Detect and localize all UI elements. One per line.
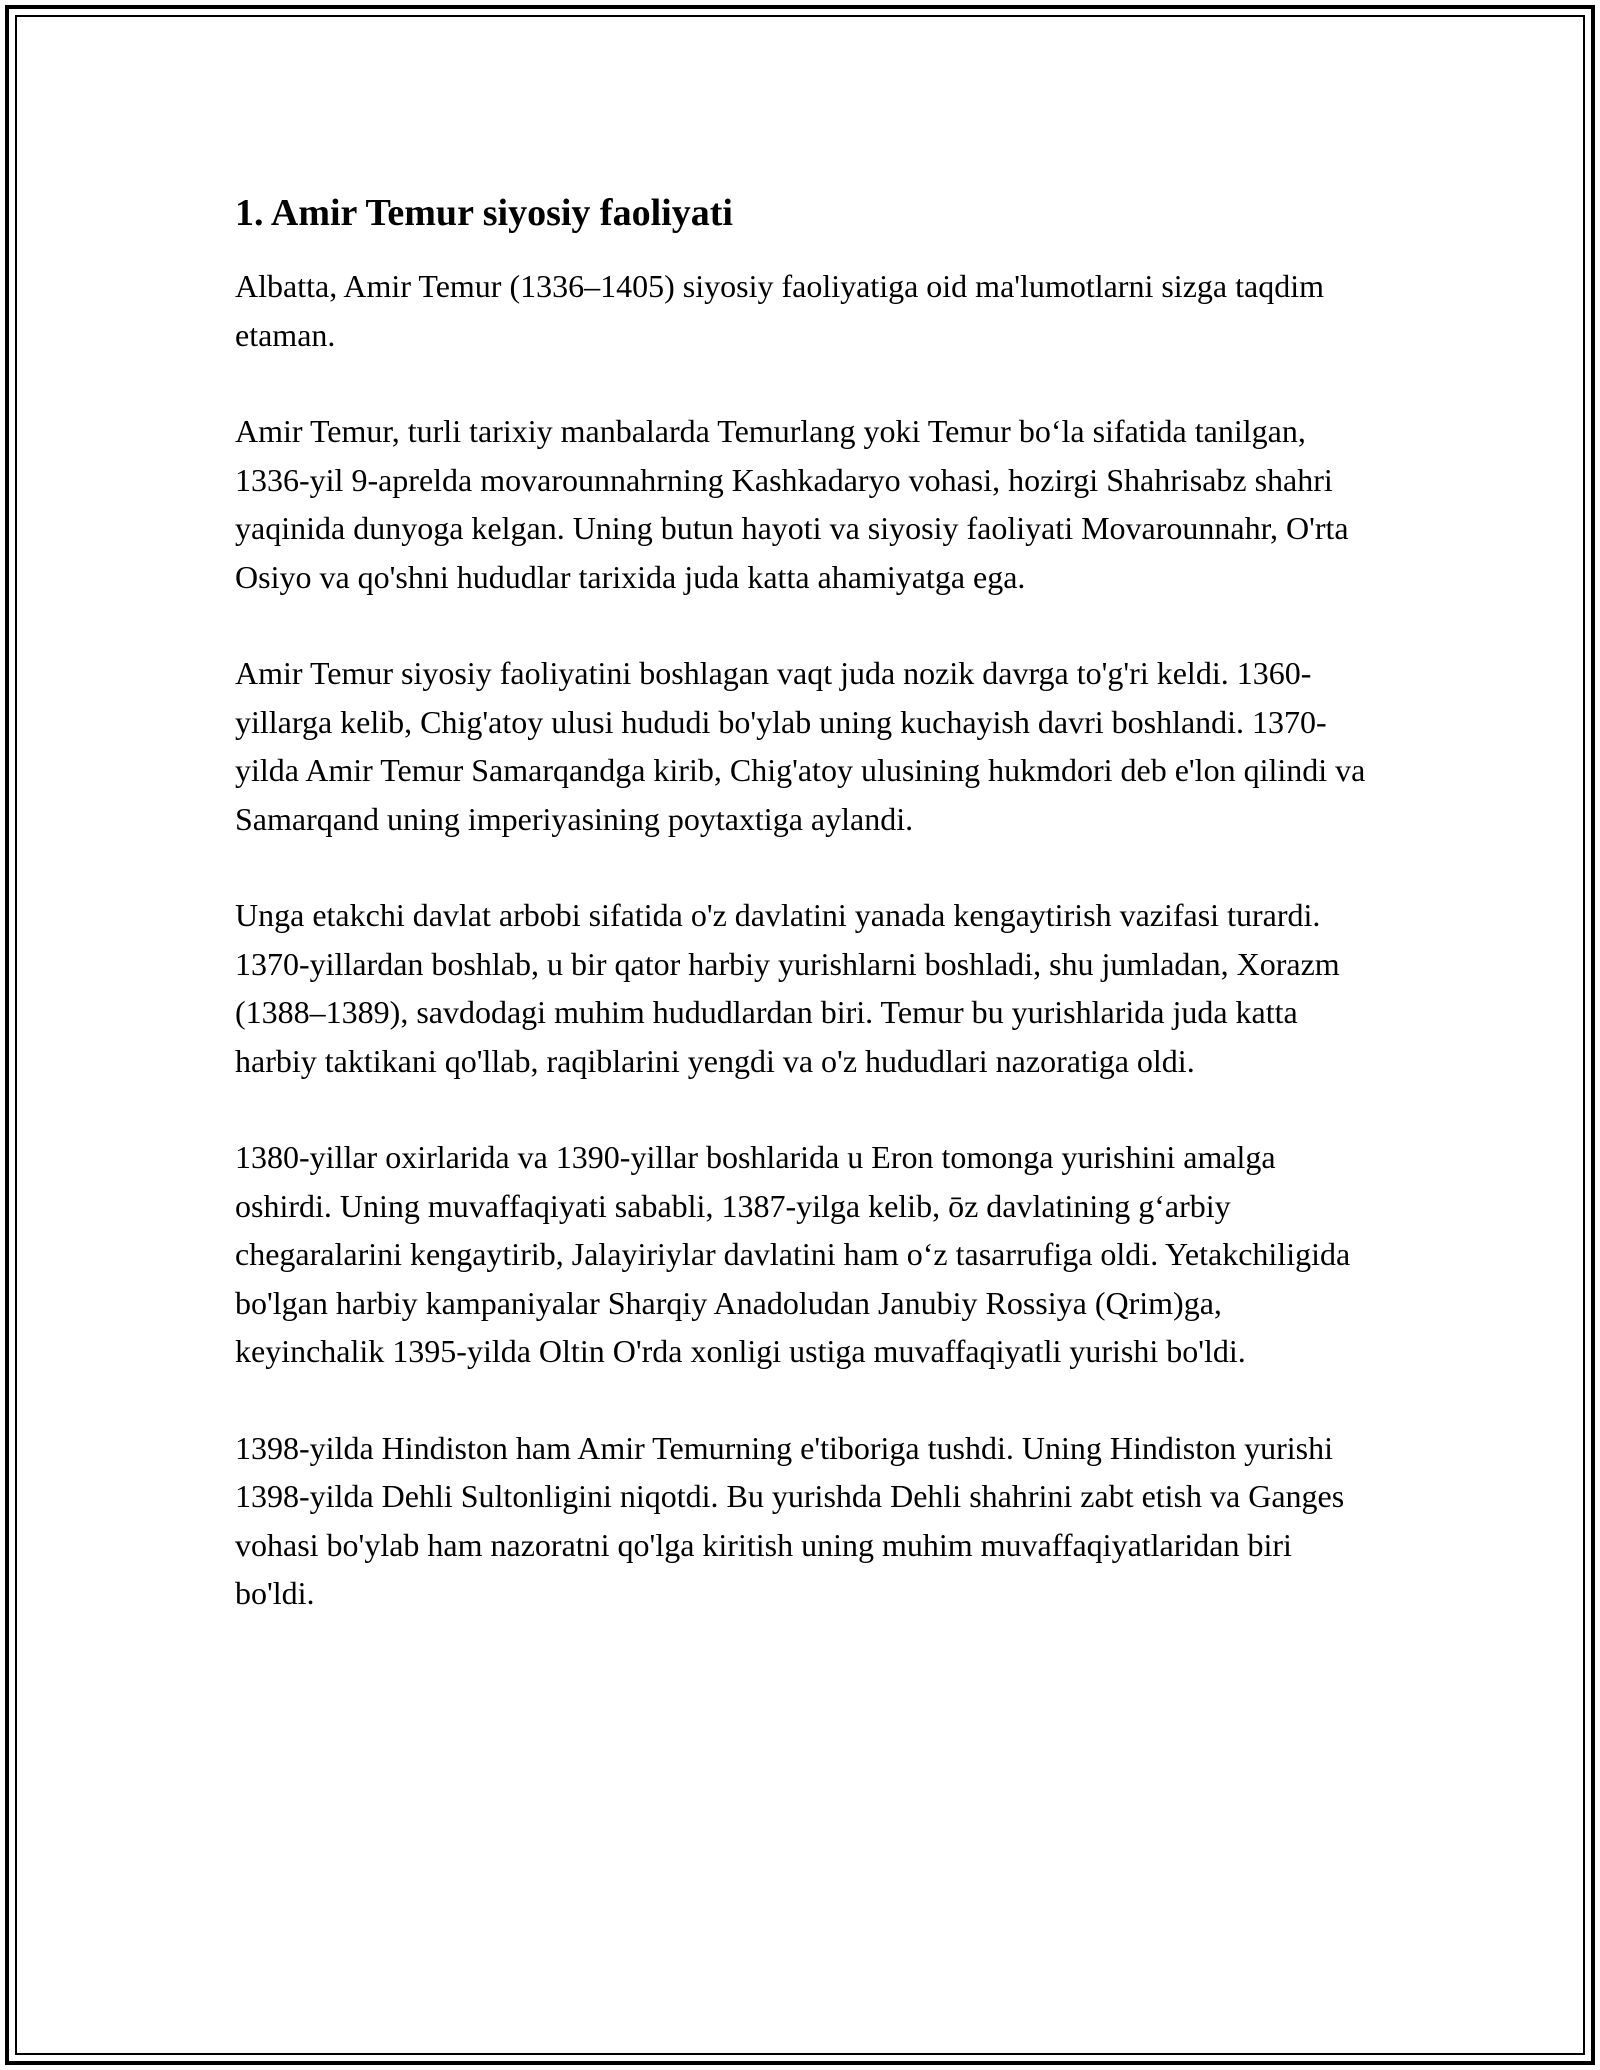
paragraph-rise-to-power: Amir Temur siyosiy faoliyatini boshlagan vaqt juda nozik davrga to'g'ri keldi. 1360-yillarga kelib, Chig'atoy ulusi hududi bo'ylab uning kuchayish davri boshlandi. 1370-yilda Amir Temur Samarqandga kirib, Chig'atoy ulusining hukmdori deb e'lon qilindi va Samarqand uning imperiyasining poytaxtiga aylandi. xyxy=(235,655,1366,837)
paragraph-biography: Amir Temur, turli tarixiy manbalarda Temurlang yoki Temur bo‘la sifatida tanilgan, 1336-yil 9-aprelda movarounnahrning Kashkadaryo vohasi, hozirgi Shahrisabz shahri yaqinida dunyoga kelgan. Uning butun hayoti va siyosiy faoliyati Movarounnahr, O'rta Osiyo va qo'shni hududlar tarixida juda katta ahamiyatga ega. xyxy=(235,413,1349,595)
paragraph-expansion: Unga etakchi davlat arbobi sifatida o'z davlatini yanada kengaytirish vazifasi turardi. 1370-yillardan boshlab, u bir qator harbiy yurishlarni boshladi, shu jumladan, Xorazm (1388–1389), savdodagi muhim hududlardan biri. Temur bu yurishlarida juda katta harbiy taktikani qo'llab, raqiblarini yengdi va o'z hududlari nazoratiga oldi. xyxy=(235,897,1340,1079)
paragraph-india-campaign: 1398-yilda Hindiston ham Amir Temurning e'tiboriga tushdi. Uning Hindiston yurishi 1398-yilda Dehli Sultonligini niqotdi. Bu yurishda Dehli shahrini zabt etish va Ganges vohasi bo'ylab ham nazoratni qo'lga kiritish uning muhim muvaffaqiyatlaridan biri bo'ldi. xyxy=(235,1429,1345,1611)
paragraph-iran-campaigns: 1380-yillar oxirlarida va 1390-yillar boshlarida u Eron tomonga yurishini amalga oshirdi. Uning muvaffaqiyati sababli, 1387-yilga kelib, ōz davlatining g‘arbiy chegaralarini kengaytirib, Jalayiriylar davlatini ham o‘z tasarrufiga oldi. Yetakchiligida bo'lgan harbiy kampaniyalar Sharqiy Anadoludan Janubiy Rossiya (Qrim)ga, keyinchalik 1395-yilda Oltin O'rda xonligi ustiga muvaffaqiyatli yurishi bo'ldi. xyxy=(235,1139,1351,1369)
document-body xyxy=(235,190,1375,1618)
paragraph-intro: Albatta, Amir Temur (1336–1405) siyosiy faoliyatiga oid ma'lumotlarni sizga taqdim etaman. xyxy=(235,268,1324,353)
document-title: 1. Amir Temur siyosiy faoliyati xyxy=(235,192,733,234)
